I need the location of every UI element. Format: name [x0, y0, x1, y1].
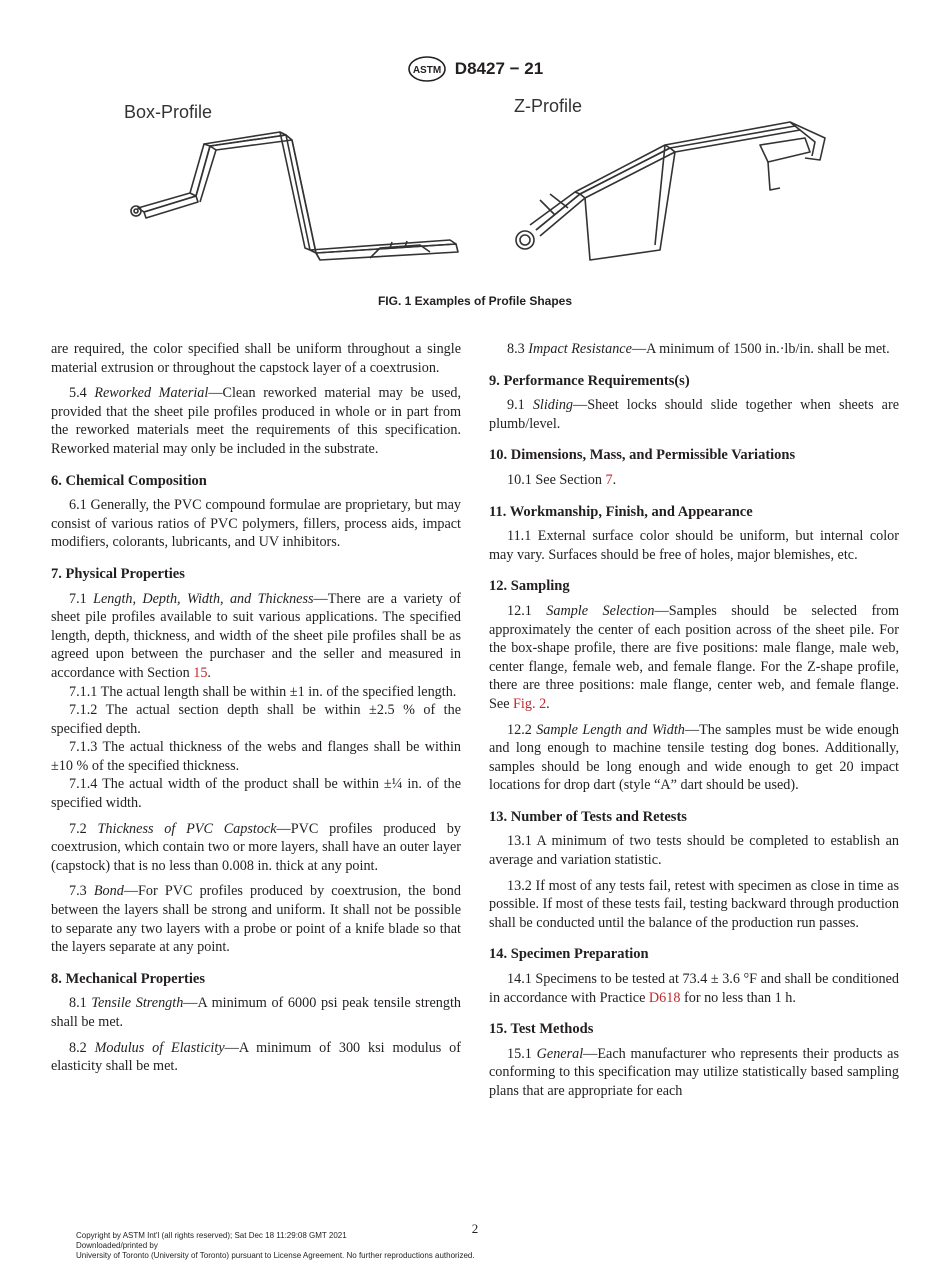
paragraph-6-1: 6.1 Generally, the PVC compound formulae are proprietary, but may consist of various ratios of PVC polymers, fillers, process aids, impact modifiers, colorants, lubricants, and UV inhibitors. — [51, 497, 461, 551]
section-14-heading: 14. Specimen Preparation — [489, 946, 649, 963]
box-profile-drawing — [131, 132, 458, 260]
paragraph-5-3-continued: are required, the color specified shall be uniform throughout a single material extrusion or throughout the capstock layer of a coextrusion. — [51, 341, 461, 376]
copyright-footer — [76, 1231, 475, 1262]
figure-2-link[interactable]: Fig. 2 — [513, 695, 547, 712]
paragraph-9-1: 9.1 Sliding—Sheet locks should slide together when sheets are plumb/level. — [489, 397, 900, 432]
section-10-heading: 10. Dimensions, Mass, and Permissible Variations — [489, 447, 796, 464]
footer-line-3: University of Toronto (University of Toronto) pursuant to License Agreement. No further reproductions authorized. — [76, 1251, 475, 1261]
astm-logo-text: ASTM — [412, 65, 441, 76]
paragraph-10-1: 10.1 See Section 7. — [507, 471, 617, 488]
section-7-link[interactable]: 7 — [605, 471, 613, 488]
paragraph-7-1-1: 7.1.1 The actual length shall be within ±1 in. of the specified length. — [69, 683, 457, 700]
z-profile-drawing — [516, 122, 825, 260]
left-column — [51, 340, 461, 1083]
section-6-heading: 6. Chemical Composition — [51, 472, 207, 489]
paragraph-7-1-4: 7.1.4 The actual width of the product shall be within ±¼ in. of the specified width. — [51, 776, 461, 812]
paragraph-5-4: 5.4 Reworked Material—Clean reworked material may be used, provided that the sheet pile profiles produced in whole or in part from the reworked materials meet the requirements of this specification. Reworked material may only be included in the substrate. — [51, 385, 462, 457]
section-9-heading: 9. Performance Requirements(s) — [489, 372, 690, 389]
paragraph-8-3: 8.3 Impact Resistance—A minimum of 1500 in.·lb/in. shall be met. — [507, 341, 890, 357]
section-7-heading: 7. Physical Properties — [51, 565, 185, 582]
paragraph-14-1: 14.1 Specimens to be tested at 73.4 ± 3.6 °F and shall be conditioned in accordance with Practice D618 for no less than 1 h. — [489, 971, 899, 1006]
section-15-link[interactable]: 15 — [193, 664, 208, 681]
section-8-heading: 8. Mechanical Properties — [51, 970, 205, 987]
paragraph-8-1: 8.1 Tensile Strength—A minimum of 6000 psi peak tensile strength shall be met. — [51, 995, 462, 1030]
paragraph-12-2: 12.2 Sample Length and Width—The samples must be wide enough and long enough to machine tensile testing dog bones. Additionally, samples should be long enough and wide enough to get 20 impact locations for drop dart (style “A” dart should be used). — [489, 721, 899, 794]
page-number: 2 — [471, 1221, 479, 1236]
paragraph-7-3: 7.3 Bond—For PVC profiles produced by coextrusion, the bond between the layers shall be strong and uniform. It shall not be possible to separate any two layers with a probe or point of a knife blade so that the layers separate at any point. — [51, 883, 461, 956]
astm-logo-icon — [407, 55, 447, 83]
paragraph-13-2: 13.2 If most of any tests fail, retest with specimen as close in time as possible. If most of these tests fail, testing backward through production shall be conducted until the balance of the production run passes. — [489, 877, 899, 931]
paragraph-11-1: 11.1 External surface color should be uniform, but internal color may vary. Surfaces should be free of holes, major blemishes, etc. — [489, 528, 899, 563]
paragraph-7-1-3: 7.1.3 The actual thickness of the webs and flanges shall be within ±10 % of the specified thickness. — [51, 739, 461, 774]
paragraph-7-1-2: 7.1.2 The actual section depth shall be within ±2.5 % of the specified depth. — [51, 702, 461, 737]
section-11-heading: 11. Workmanship, Finish, and Appearance — [489, 503, 753, 520]
section-12-heading: 12. Sampling — [489, 578, 570, 595]
footer-line-1: Copyright by ASTM Int'l (all rights reserved); Sat Dec 18 11:29:08 GMT 2021 — [76, 1231, 347, 1240]
d618-link[interactable]: D618 — [648, 989, 681, 1006]
box-profile-label: Box-Profile — [124, 102, 213, 122]
paragraph-12-1: 12.1 Sample Selection—Samples should be selected from approximately the center of each position across of the sheet pile. For the box-shape profile, there are five positions: male flange, male web, center flange, female web, and female flange. For the Z-shape profile, there are three positions: male flange, center web, and female flange. See Fig. 2. — [489, 602, 900, 712]
paragraph-8-2: 8.2 Modulus of Elasticity—A minimum of 300 ksi modulus of elasticity shall be met. — [51, 1039, 461, 1075]
paragraph-7-2: 7.2 Thickness of PVC Capstock—PVC profiles produced by coextrusion, which contain two or more layers, shall have an outer layer (capstock) that is no less than 0.008 in. thick at any point. — [51, 820, 461, 874]
figure-1 — [100, 90, 850, 295]
right-column — [489, 340, 899, 1108]
paragraph-13-1: 13.1 A minimum of two tests should be completed to establish an average and variation statistic. — [489, 833, 899, 869]
footer-line-2: Downloaded/printed by — [76, 1241, 158, 1251]
section-15-heading: 15. Test Methods — [489, 1021, 594, 1038]
profile-drawings — [100, 90, 850, 295]
section-13-heading: 13. Number of Tests and Retests — [489, 808, 687, 825]
standard-designation: D8427 − 21 — [454, 59, 544, 78]
paragraph-7-1: 7.1 Length, Depth, Width, and Thickness—There are a variety of sheet pile profiles available to suit various applications. The specified length, depth, thickness, and width of the sheet pile profiles shall be as agreed upon between the purchaser and the seller and measured in accordance with Section 15. — [51, 590, 461, 681]
paragraph-15-1: 15.1 General—Each manufacturer who represents their products as conforming to this specification may utilize statistically based sampling plans that are appropriate for each — [489, 1045, 899, 1099]
page-header — [0, 55, 950, 83]
z-profile-label: Z-Profile — [514, 96, 583, 116]
figure-caption: FIG. 1 Examples of Profile Shapes — [377, 294, 573, 308]
